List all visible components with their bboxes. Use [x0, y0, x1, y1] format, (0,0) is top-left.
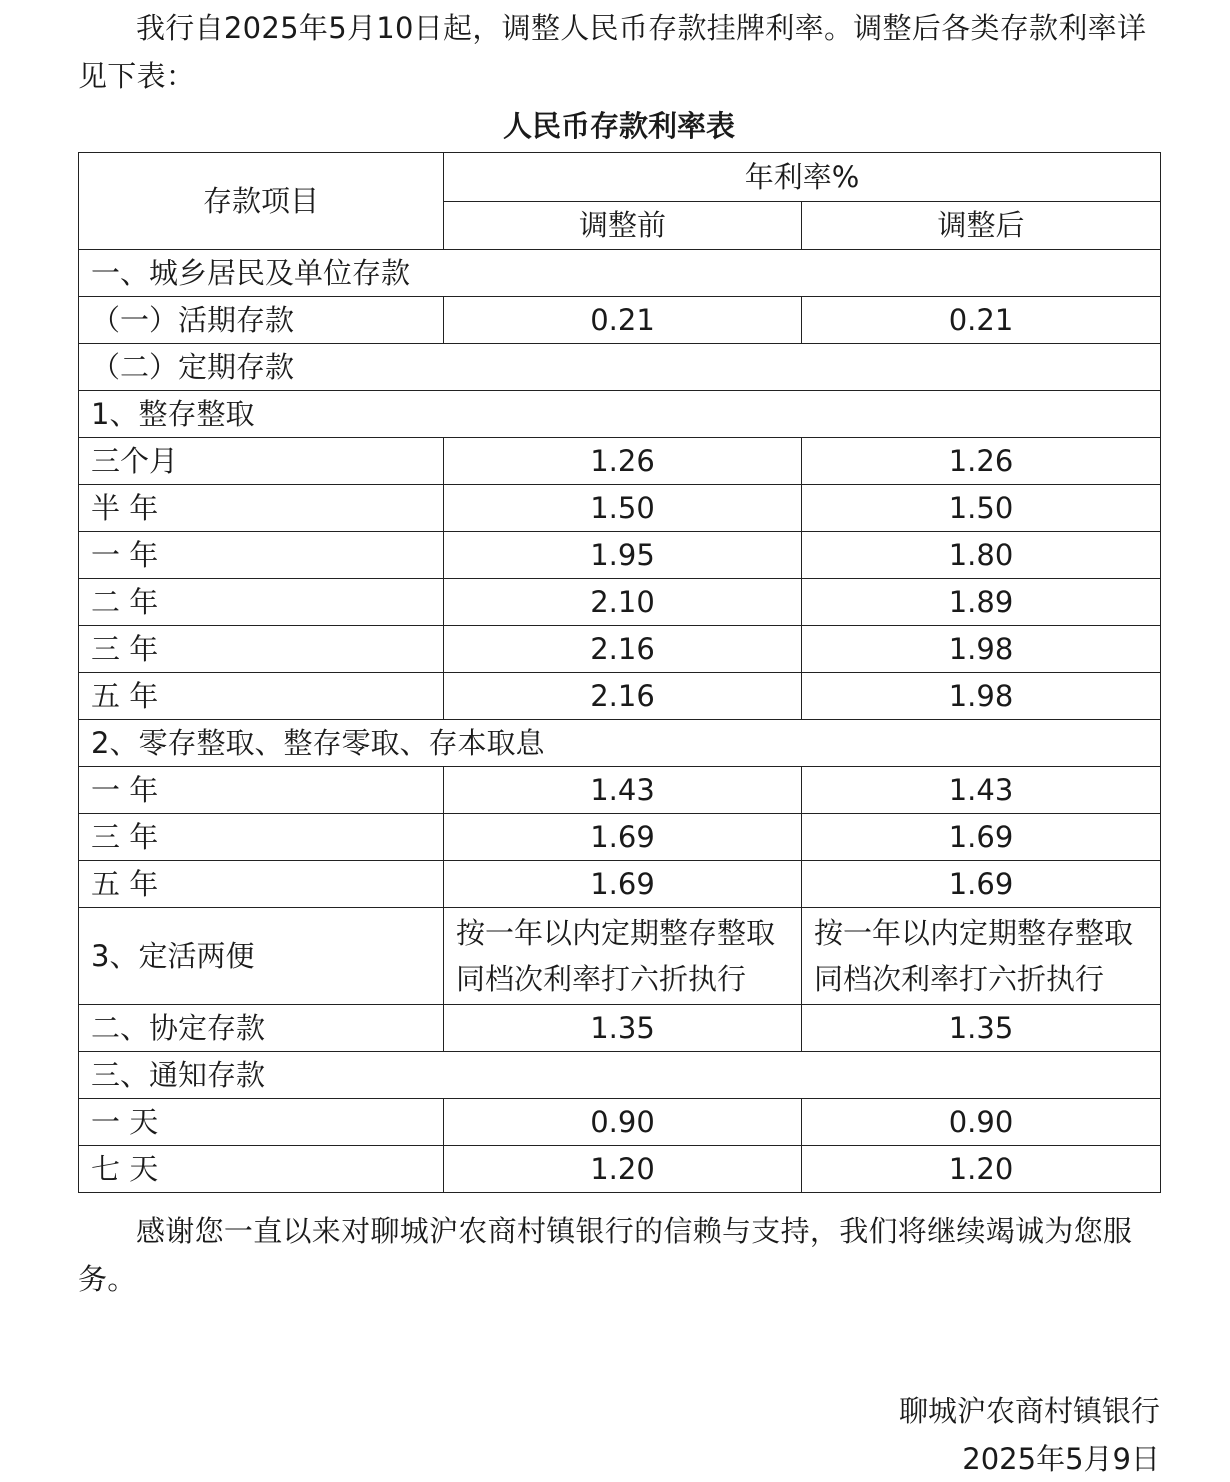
rate-after: 1.89 [802, 579, 1161, 626]
header-row-1 [79, 153, 1161, 202]
rate-table [78, 152, 1161, 1193]
rate-after: 1.20 [802, 1146, 1161, 1193]
row-label: （一）活期存款 [79, 297, 444, 344]
row-label: 一、城乡居民及单位存款 [79, 250, 1161, 297]
section-row [79, 344, 1161, 391]
table-row [79, 767, 1161, 814]
rate-before: 1.69 [444, 861, 802, 908]
rate-before: 1.26 [444, 438, 802, 485]
row-label: 二 年 [79, 579, 444, 626]
rate-after: 1.98 [802, 673, 1161, 720]
row-label: 七 天 [79, 1146, 444, 1193]
table-title: 人民币存款利率表 [502, 109, 735, 143]
row-label: 三个月 [79, 438, 444, 485]
row-label: 二、协定存款 [79, 1005, 444, 1052]
rate-after: 1.43 [802, 767, 1161, 814]
rate-before: 1.20 [444, 1146, 802, 1193]
rate-after: 0.21 [802, 297, 1161, 344]
table-row [79, 485, 1161, 532]
row-label: 2、零存整取、整存零取、存本取息 [79, 720, 1161, 767]
row-label: 半 年 [79, 485, 444, 532]
row-label: 三 年 [79, 814, 444, 861]
table-row [79, 297, 1161, 344]
rate-after: 1.26 [802, 438, 1161, 485]
rate-after: 1.98 [802, 626, 1161, 673]
row-label: 一 年 [79, 532, 444, 579]
table-row [79, 814, 1161, 861]
row-label: 五 年 [79, 861, 444, 908]
rate-before: 2.16 [444, 673, 802, 720]
signature-date: 2025年5月9日 [962, 1442, 1160, 1476]
table-row [79, 1005, 1161, 1052]
header-before: 调整前 [444, 201, 802, 250]
table-row [79, 1146, 1161, 1193]
table-row [79, 438, 1161, 485]
rate-before: 按一年以内定期整存整取同档次利率打六折执行 [444, 908, 802, 1005]
table-row [79, 532, 1161, 579]
row-label: 五 年 [79, 673, 444, 720]
rate-before: 1.43 [444, 767, 802, 814]
section-row [79, 720, 1161, 767]
intro-paragraph: 我行自2025年5月10日起，调整人民币存款挂牌利率。调整后各类存款利率详见下表： [78, 11, 1147, 93]
rate-after: 1.69 [802, 861, 1161, 908]
closing-paragraph: 感谢您一直以来对聊城沪农商村镇银行的信赖与支持，我们将继续竭诚为您服务。 [78, 1214, 1133, 1296]
row-label: （二）定期存款 [79, 344, 1161, 391]
section-row [79, 250, 1161, 297]
rate-after: 1.50 [802, 485, 1161, 532]
table-row [79, 626, 1161, 673]
rate-after: 0.90 [802, 1099, 1161, 1146]
header-item: 存款项目 [79, 153, 444, 250]
row-label: 3、定活两便 [79, 908, 444, 1005]
row-label: 一 年 [79, 767, 444, 814]
rate-before: 1.35 [444, 1005, 802, 1052]
rate-after: 1.35 [802, 1005, 1161, 1052]
rate-before: 0.90 [444, 1099, 802, 1146]
row-label: 三 年 [79, 626, 444, 673]
rate-before: 1.50 [444, 485, 802, 532]
rate-before: 1.69 [444, 814, 802, 861]
header-after: 调整后 [802, 201, 1161, 250]
section-row [79, 391, 1161, 438]
rate-before: 2.10 [444, 579, 802, 626]
row-label: 一 天 [79, 1099, 444, 1146]
table-row [79, 673, 1161, 720]
rate-before: 2.16 [444, 626, 802, 673]
row-label: 1、整存整取 [79, 391, 1161, 438]
row-label: 三、通知存款 [79, 1052, 1161, 1099]
rate-after: 1.69 [802, 814, 1161, 861]
signature-bank: 聊城沪农商村镇银行 [898, 1394, 1160, 1428]
rate-before: 1.95 [444, 532, 802, 579]
rate-before: 0.21 [444, 297, 802, 344]
header-rate-group: 年利率% [444, 153, 1161, 202]
table-row [79, 579, 1161, 626]
table-row [79, 908, 1161, 1005]
rate-after: 按一年以内定期整存整取同档次利率打六折执行 [802, 908, 1161, 1005]
rate-after: 1.80 [802, 532, 1161, 579]
notice-document [78, 0, 1160, 1303]
section-row [79, 1052, 1161, 1099]
table-row [79, 1099, 1161, 1146]
table-row [79, 861, 1161, 908]
